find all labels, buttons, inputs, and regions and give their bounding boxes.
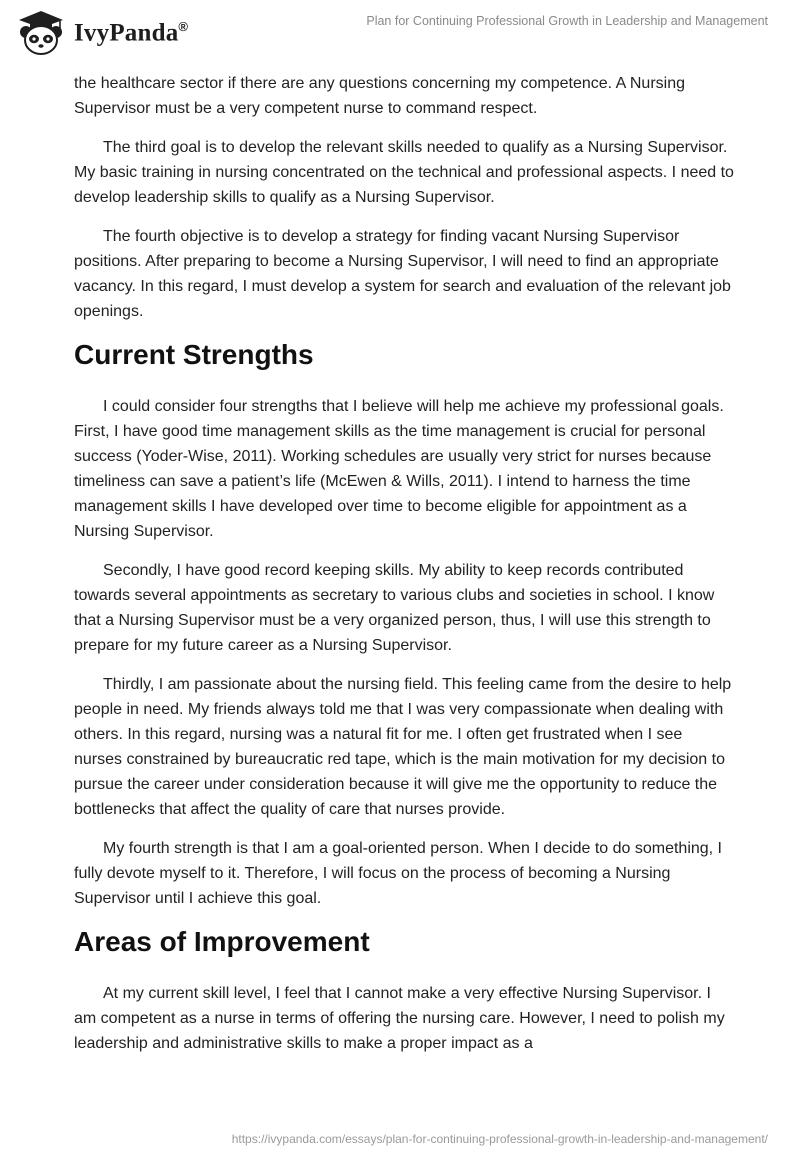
logo-wordmark: IvyPanda®: [74, 18, 189, 47]
document-title: Plan for Continuing Professional Growth in Leadership and Management: [366, 14, 768, 28]
paragraph-1: the healthcare sector if there are any questions concerning my competence. A Nursing Supervisor must be a very competent nurse to command respect.: [74, 75, 686, 117]
heading-current-strengths: Current Strengths: [74, 339, 314, 370]
paragraph-7: My fourth strength is that I am a goal-oriented person. When I decide to do something, I fully devote myself to it. Therefore, I will focus on the process of becoming a Nursing Supervisor until I achieve this goal.: [74, 840, 722, 907]
paragraph-4: I could consider four strengths that I believe will help me achieve my professional goals. First, I have good time management skills as the time management is crucial for personal success (Yoder-Wise, 2011). Working schedules are usually very strict for nurses because timeliness can save a patient’s life (McEwen & Wills, 2011). I intend to harness the time management skills I have developed over time to become eligible for appointment as a Nursing Supervisor.: [74, 398, 724, 540]
ivypanda-logo[interactable]: [16, 8, 188, 58]
panda-graduation-cap-icon: [16, 8, 66, 58]
paragraph-5: Secondly, I have good record keeping skills. My ability to keep records contributed towards several appointments as secretary to various clubs and societies in school. I know that a Nursing Supervisor must be a very organized person, thus, I will use this strength to prepare for my future career as a Nursing Supervisor.: [74, 562, 715, 654]
page-header: [0, 0, 800, 66]
paragraph-2: The third goal is to develop the relevant skills needed to qualify as a Nursing Supervisor. My basic training in nursing concentrated on the technical and professional aspects. I need to develop leadership skills to qualify as a Nursing Supervisor.: [74, 139, 734, 206]
essay-content: [74, 71, 734, 1070]
paragraph-6: Thirdly, I am passionate about the nursing field. This feeling came from the desire to help people in need. My friends always told me that I was very compassionate when dealing with others. In this regard, nursing was a natural fit for me. I often get frustrated when I see nurses constrained by bureaucratic red tape, which is the main motivation for my decision to pursue the career under consideration because it will give me the opportunity to reduce the bottlenecks that affect the quality of care that nurses provide.: [74, 676, 732, 818]
paragraph-3: The fourth objective is to develop a strategy for finding vacant Nursing Supervisor positions. After preparing to become a Nursing Supervisor, I will need to find an appropriate vacancy. In this regard, I must develop a system for search and evaluation of the relevant job openings.: [74, 228, 731, 320]
paragraph-8: At my current skill level, I feel that I cannot make a very effective Nursing Supervisor. I am competent as a nurse in terms of offering the nursing care. However, I need to polish my leadership and administrative skills to make a proper impact as a: [74, 985, 725, 1052]
heading-areas-of-improvement: Areas of Improvement: [74, 926, 370, 957]
source-url[interactable]: https://ivypanda.com/essays/plan-for-continuing-professional-growth-in-leadership-and-management/: [231, 1132, 768, 1146]
